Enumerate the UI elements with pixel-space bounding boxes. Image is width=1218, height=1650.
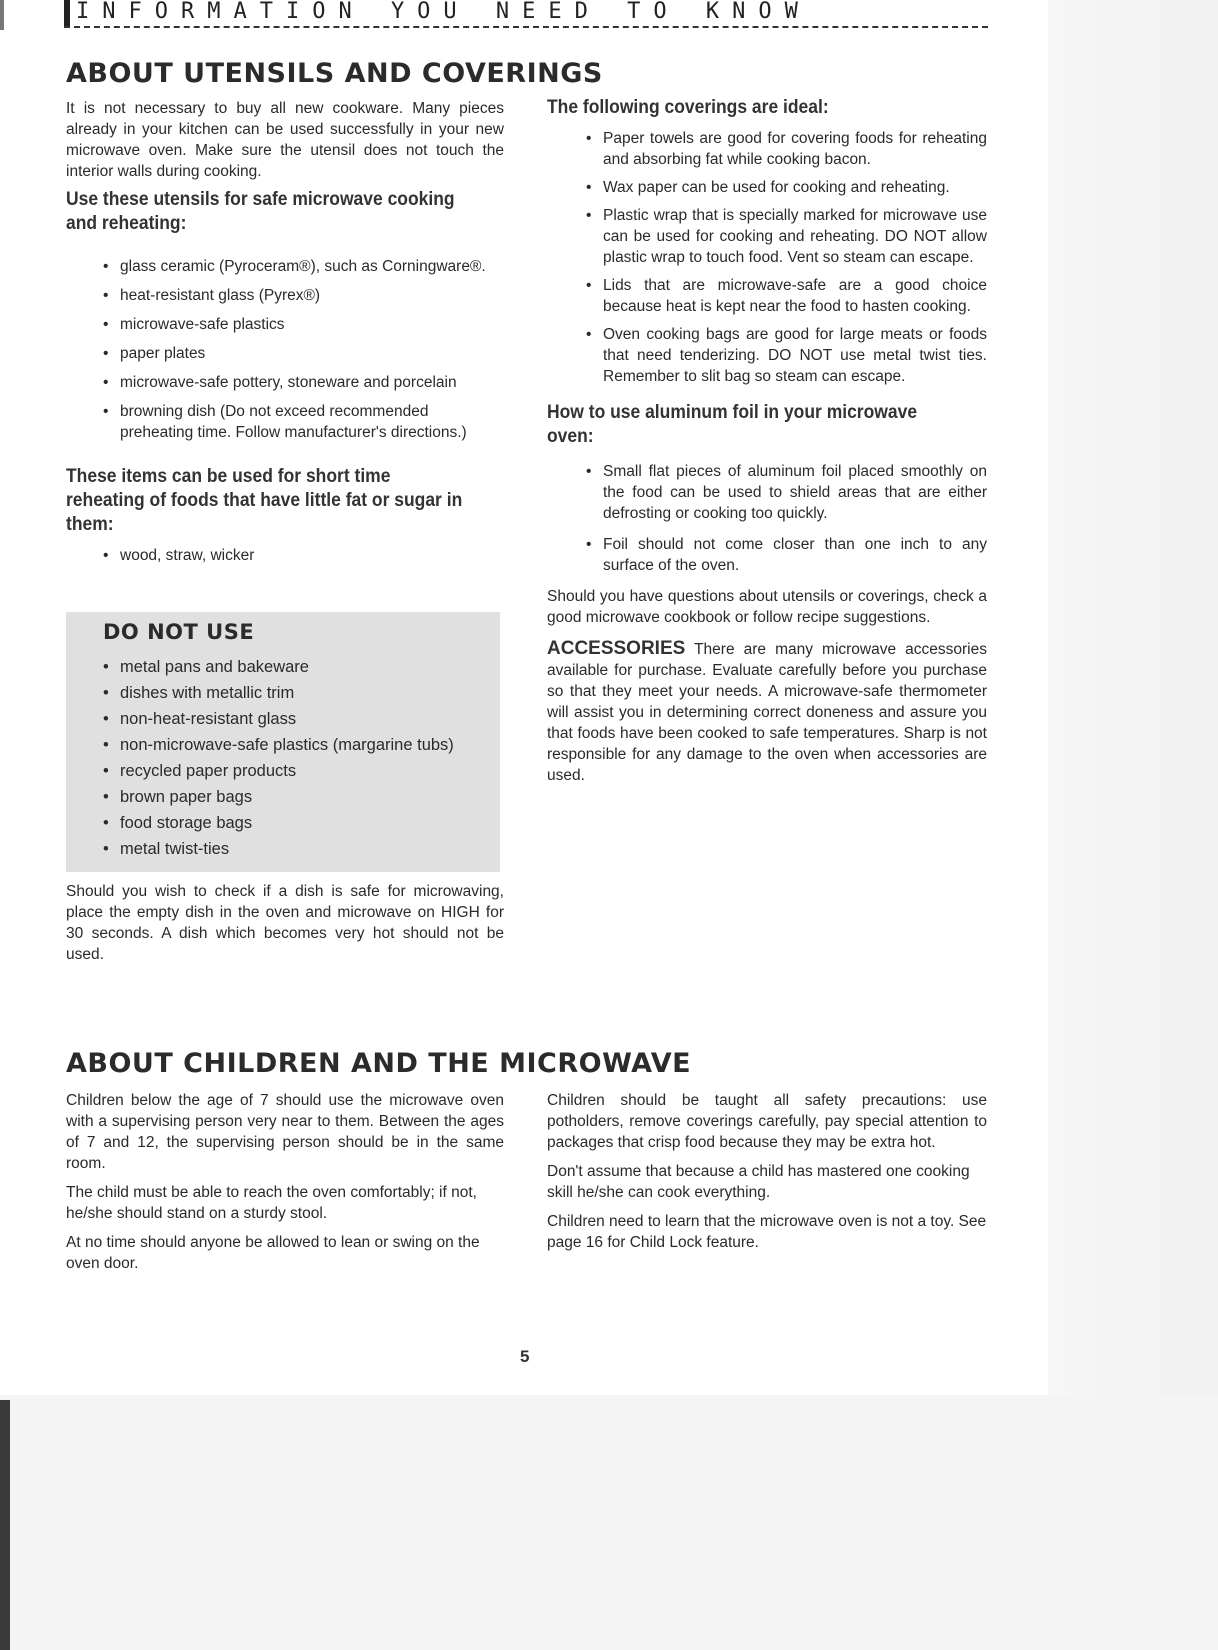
list-item: • food storage bags — [120, 810, 500, 836]
list-item: • Small flat pieces of aluminum foil placed smoothly on the food can be used to shield areas that are either defrosting or cooking too quickly. — [603, 461, 987, 524]
list-item: • Oven cooking bags are good for large meats or foods that need tenderizing. DO NOT use metal twist ties. Remember to slit bag so steam can escape. — [603, 324, 987, 387]
children-paragraph: The child must be able to reach the oven comfortably; if not, he/she should stand on a sturdy stool. — [66, 1184, 477, 1222]
children-section-title: ABOUT CHILDREN AND THE MICROWAVE — [66, 1048, 692, 1079]
list-item: • paper plates — [120, 343, 504, 364]
binding-edge — [0, 1400, 10, 1650]
children-paragraph: Children below the age of 7 should use the microwave oven with a supervising person very near to them. Between the ages of 7 and 12, the supervising person should be in the same room. — [66, 1092, 504, 1172]
utensils-intro: It is not necessary to buy all new cookware. Many pieces already in your kitchen can be used successfully in your new microwave oven. Make sure the utensil does not touch the interior walls during cooking. — [66, 100, 504, 180]
foil-list — [547, 461, 987, 576]
foil-heading: How to use aluminum foil in your microwave oven: — [547, 402, 918, 447]
scan-margin — [0, 1395, 1218, 1650]
short-reheat-heading: These items can be used for short time reheating of foods that have little fat or sugar in them: — [66, 466, 463, 535]
list-item: • non-heat-resistant glass — [120, 706, 500, 732]
page-number: 5 — [520, 1347, 530, 1366]
children-right-column — [547, 1090, 987, 1253]
binding-edge-top — [0, 0, 4, 30]
list-item: • dishes with metallic trim — [120, 680, 500, 706]
list-item: • Paper towels are good for covering foods for reheating and absorbing fat while cooking bacon. — [603, 128, 987, 170]
children-left-column — [66, 1090, 504, 1274]
utensils-section-title: ABOUT UTENSILS AND COVERINGS — [66, 58, 603, 89]
dish-check-block — [66, 881, 504, 965]
accessories-label: ACCESSORIES — [547, 638, 686, 659]
utensils-left-column — [66, 98, 504, 566]
list-item: • Lids that are microwave-safe are a good choice because heat is kept near the food to hasten cooking. — [603, 275, 987, 317]
list-item: • microwave-safe plastics — [120, 314, 504, 335]
safe-utensils-heading: Use these utensils for safe microwave cooking and reheating: — [66, 189, 455, 234]
questions-text: Should you have questions about utensils or coverings, check a good microwave cookbook or follow recipe suggestions. — [547, 588, 987, 626]
accessories-text: There are many microwave accessories available for purchase. Evaluate carefully before you purchase so that they meet your needs. A microwave-safe thermometer will assist you in determining correct doneness and assure you that foods have been cooked to safe temperatures. Sharp is not responsible for any damage to the oven when accessories are used. — [547, 641, 987, 784]
list-item: • Foil should not come closer than one inch to any surface of the oven. — [603, 534, 987, 576]
list-item: • browning dish (Do not exceed recommended preheating time. Follow manufacturer's directions.) — [120, 401, 504, 443]
list-item: • heat-resistant glass (Pyrex®) — [120, 285, 504, 306]
page-edge-shade — [1048, 0, 1218, 1395]
coverings-list — [547, 128, 987, 387]
list-item: • Wax paper can be used for cooking and reheating. — [603, 177, 987, 198]
children-paragraph: Children should be taught all safety precautions: use potholders, remove coverings carefully, pay special attention to packages that crisp food because they may be extra hot. — [547, 1092, 987, 1151]
list-item: • non-microwave-safe plastics (margarine tubs) — [120, 732, 500, 758]
dish-check-text: Should you wish to check if a dish is safe for microwaving, place the empty dish in the oven and microwave on HIGH for 30 seconds. A dish which becomes very hot should not be used. — [66, 883, 504, 963]
list-item: • wood, straw, wicker — [120, 545, 504, 566]
list-item: • microwave-safe pottery, stoneware and porcelain — [120, 372, 504, 393]
coverings-heading: The following coverings are ideal: — [547, 97, 829, 118]
children-paragraph: Children need to learn that the microwave oven is not a toy. See page 16 for Child Lock feature. — [547, 1213, 987, 1251]
list-item: • Plastic wrap that is specially marked for microwave use can be used for cooking and reheating. DO NOT allow plastic wrap to touch food. Vent so steam can escape. — [603, 205, 987, 268]
list-item: • glass ceramic (Pyroceram®), such as Corningware®. — [120, 256, 504, 277]
running-header — [64, 0, 988, 28]
header-cap — [64, 0, 70, 26]
list-item: • recycled paper products — [120, 758, 500, 784]
do-not-use-title: DO NOT USE — [103, 620, 255, 644]
safe-utensils-list — [66, 256, 504, 443]
short-reheat-list — [66, 545, 504, 566]
children-paragraph: At no time should anyone be allowed to lean or swing on the oven door. — [66, 1234, 480, 1272]
utensils-right-column — [547, 96, 987, 786]
header-title: INFORMATION YOU NEED TO KNOW — [76, 0, 811, 24]
list-item: • brown paper bags — [120, 784, 500, 810]
list-item: • metal twist-ties — [120, 836, 500, 862]
accessories-paragraph — [547, 638, 987, 786]
children-paragraph: Don't assume that because a child has mastered one cooking skill he/she can cook everything. — [547, 1163, 970, 1201]
do-not-use-list — [120, 654, 500, 862]
list-item: • metal pans and bakeware — [120, 654, 500, 680]
